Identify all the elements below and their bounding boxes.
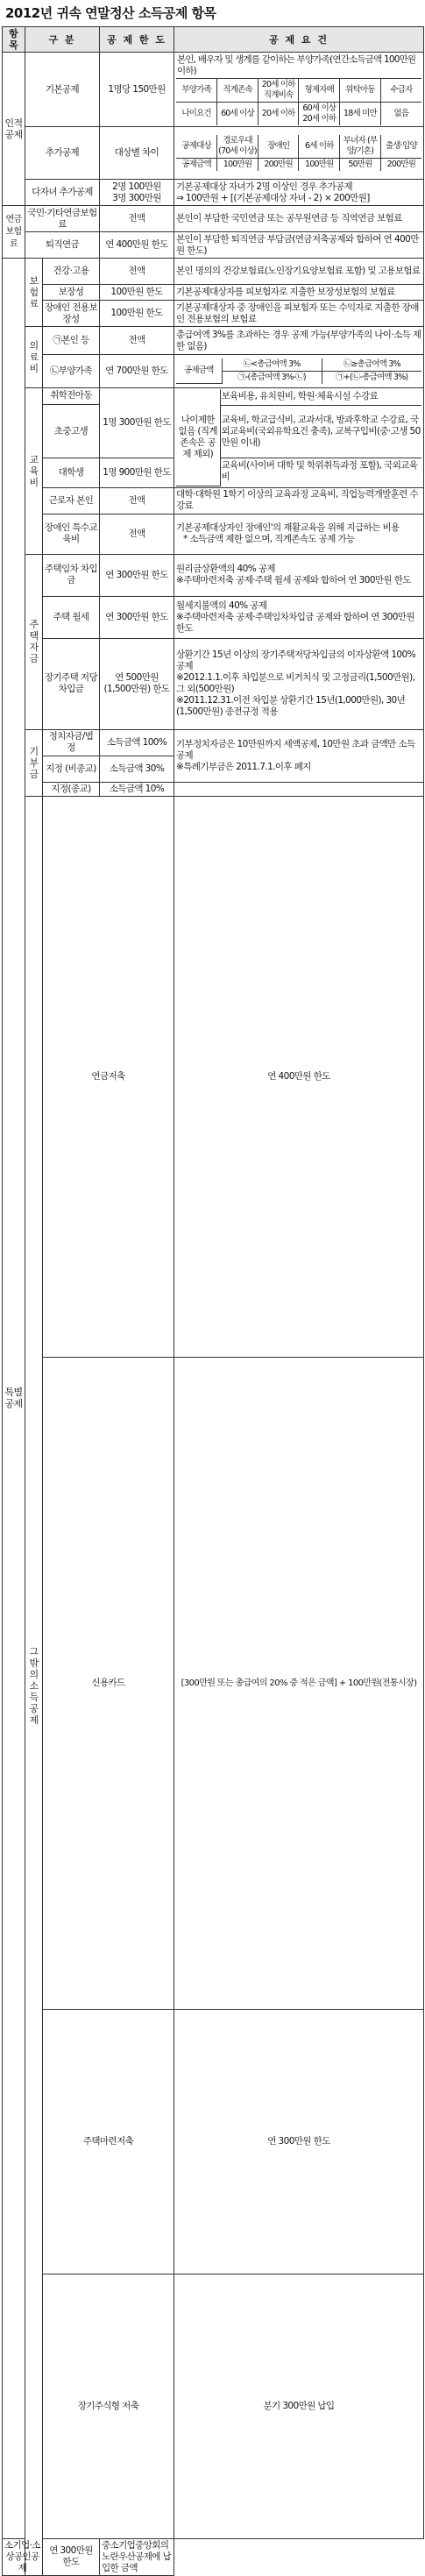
group-personal: 인적공제 <box>3 53 25 206</box>
deduction-table <box>2 26 424 2576</box>
row-requirement <box>174 180 424 206</box>
condition: ㉡≥총급여액 3% <box>322 358 421 372</box>
row-requirement: 중소기업중앙회의 노란우산공제에 납입한 금액 <box>100 2538 174 2575</box>
row-name: 주택임차 차입금 <box>43 554 100 596</box>
header-requirement: 공 제 요 건 <box>174 27 424 53</box>
subgroup-medical: 의료비 <box>25 327 43 388</box>
req-line: 기부정치자금은 10만원까지 세액공제, 10만원 초과 금액만 소득공제 <box>176 738 415 761</box>
table-row <box>3 301 424 327</box>
add-value: 200만원 <box>380 159 421 172</box>
row-requirement: 본인이 부담한 퇴직연금 부담금(연금저축공제와 합하여 연 400만원 한도) <box>174 232 424 259</box>
add-header: 장애인 <box>258 135 299 159</box>
row-limit: 연 500만원 (1,500만원) 한도 <box>100 638 174 729</box>
dep-value: 20세 이하 <box>258 103 299 126</box>
row-name: 장기주택 저당차입금 <box>43 638 100 729</box>
page-title: 2012년 귀속 연말정산 소득공제 항목 <box>5 5 216 21</box>
row-limit: 연 300만원 한도 <box>100 596 174 638</box>
table-row <box>3 638 424 729</box>
limit-line: 2명 100만원 <box>112 181 161 192</box>
row-limit: 전액 <box>100 259 174 285</box>
table-row <box>3 2009 424 2274</box>
row-name: 퇴직연금 <box>25 232 100 259</box>
row-limit: 연 400만원 한도 <box>174 796 424 1357</box>
table-row <box>3 355 424 388</box>
group-special: 특별공제 <box>3 259 25 2539</box>
add-value: 50만원 <box>340 159 381 172</box>
dep-value: 18세 미만 <box>340 103 381 126</box>
group-pension: 연금보험료 <box>3 206 25 259</box>
formula: ㉠+(㉡-총급여액 3%) <box>322 371 421 384</box>
dependent-table <box>176 53 421 125</box>
row-limit: 1명 900만원 한도 <box>100 458 174 487</box>
dep-value: 60세 이상 20세 이하 <box>299 103 340 126</box>
table-row <box>3 127 424 180</box>
row-limit: 소득금액 30% <box>100 756 174 782</box>
row-name: 초중고생 <box>43 404 100 458</box>
row-name: 다자녀 추가공제 <box>25 180 100 206</box>
row-limit: 전액 <box>100 327 174 355</box>
table-row <box>3 796 424 1357</box>
dep-header: 부양가족 <box>176 79 217 103</box>
row-limit: 연 300만원 한도 <box>174 2009 424 2274</box>
row-name: 건강·고용 <box>43 259 100 285</box>
age-note: 나이제한 없음 (직계존속은 공제 제외) <box>176 389 220 486</box>
row-name: 기본공제 <box>25 53 100 127</box>
table-row <box>3 180 424 206</box>
row-requirement: 교육비, 학교급식비, 교과서대, 방과후학교 수강료, 국외교육비(국외유학요건 충족), 교복구입비(중·고생 50만원 이내) <box>220 405 421 458</box>
req-line: 원리금상환액의 40% 공제 <box>176 564 275 574</box>
row-name: ㉠본인 등 <box>43 327 100 355</box>
row-name: 장애인 전용보장성 <box>43 301 100 327</box>
row-name: 보장성 <box>43 285 100 301</box>
row-requirement: 본인, 배우자 및 생계를 같이하는 부양가족(연간소득금액 100만원 이하) <box>176 53 421 79</box>
req-line: ⇒ 100만원 + [(기본공제대상 자녀 - 2) × 200만원] <box>176 192 370 203</box>
table-row <box>3 388 424 405</box>
row-name: 국민·기타연금보험료 <box>25 206 100 232</box>
row-name: 장기주식형 저축 <box>43 2274 174 2538</box>
row-name: 장애인 특수교육비 <box>43 514 100 554</box>
row-limit: 분기 300만원 납입 <box>174 2274 424 2538</box>
dep-header: 20세 이하 직계비속 <box>258 79 299 103</box>
table-row <box>3 2274 424 2538</box>
table-row <box>3 514 424 554</box>
subgroup-housing: 주택자금 <box>25 554 43 729</box>
table-row <box>3 53 424 127</box>
add-value: 100만원 <box>299 159 340 172</box>
dep-header: 형제자매 <box>299 79 340 103</box>
table-row <box>3 259 424 285</box>
req-note: ※주택마련저축 공제·주택임차차입금 공제와 합하여 연 300만원 한도 <box>176 611 414 634</box>
row-requirement: 기본공제대상자 중 장애인을 피보험자 또는 수익자로 지출한 장애인 전용보험의 보험료 <box>174 301 424 327</box>
header-row <box>3 27 424 53</box>
add-header: 부녀자 (부양/기혼) <box>340 135 381 159</box>
row-name: 신용카드 <box>43 1357 174 2009</box>
table-row <box>3 729 424 756</box>
req-note: * 소득금액 제한 없으며, 직계존속도 공제 가능 <box>183 534 355 544</box>
dep-value: 60세 이상 <box>217 103 259 126</box>
table-row <box>3 1357 424 2009</box>
row-name: 소기업·소상공인공제 <box>3 2538 43 2575</box>
row-limit: 소득금액 10% <box>100 782 174 796</box>
dep-header: 수급자 <box>380 79 421 103</box>
condition: ㉡<총급여액 3% <box>222 358 322 372</box>
req-line: 기본공제대상 자녀가 2명 이상인 경우 추가공제 <box>176 181 353 192</box>
row-requirement <box>174 554 424 596</box>
row-limit: [300만원 또는 총급여의 20% 중 적은 금액] + 100만원(전통시장) <box>174 1357 424 2009</box>
req-line: 월세지불액의 40% 공제 <box>176 600 267 611</box>
row-name: 추가공제 <box>25 127 100 180</box>
row-requirement: 총급여액 3%를 초과하는 경우 공제 가능(부양가족의 나이·소득 제한 없음) <box>174 327 424 355</box>
dep-header: 직계존속 <box>217 79 259 103</box>
req-note: ※주택마련저축 공제·주택 월세 공제와 합하여 연 300만원 한도 <box>176 575 411 585</box>
row-name: 지정 (비종교) <box>43 756 100 782</box>
formula: ㉠-(총급여액 3%-㉡) <box>222 371 322 384</box>
row-name: 취학전아동 <box>43 388 100 405</box>
table-row <box>3 285 424 301</box>
row-requirement <box>174 638 424 729</box>
row-limit: 1명 300만원 한도 <box>100 388 174 458</box>
table-row <box>3 206 424 232</box>
group-other: 그밖의소득공제 <box>25 796 43 2575</box>
row-limit: 소득금액 100% <box>100 729 174 756</box>
subgroup-insurance: 보험료 <box>25 259 43 327</box>
subgroup-donation: 기부금 <box>25 729 43 796</box>
additional-table <box>176 135 421 171</box>
row-name: 지정(종교) <box>43 782 100 796</box>
row-limit: 연 300만원 한도 <box>100 554 174 596</box>
add-header: 경로우대 (70세 이상) <box>217 135 259 159</box>
medical-formula-table <box>176 358 421 385</box>
row-requirement: 대학·대학원 1학기 이상의 교육과정 교육비, 직업능력개발훈련 수강료 <box>174 487 424 514</box>
subgroup-education: 교육비 <box>25 388 43 555</box>
row-requirement: 보육비용, 유치원비, 학원·체육시설 수강료 <box>220 389 421 405</box>
row-requirement: 본인 명의의 건강보험료(노인장기요양보험료 포함) 및 고용보험료 <box>174 259 424 285</box>
add-value: 공제금액 <box>176 159 217 172</box>
table-row <box>3 596 424 638</box>
req-note: ※2012.1.1.이후 차입분으로 비거치식 및 고정금리(1,500만원), 그 외(500만원) <box>176 672 415 694</box>
row-limit: 연 700만원 한도 <box>100 355 174 388</box>
row-name: 근로자 본인 <box>43 487 100 514</box>
row-limit <box>100 180 174 206</box>
row-name: 주택 월세 <box>43 596 100 638</box>
row-requirement <box>174 729 424 782</box>
education-table <box>176 389 421 486</box>
row-name: 연금저축 <box>43 796 174 1357</box>
add-header: 출생·입양 <box>380 135 421 159</box>
row-name: 주택마련저축 <box>43 2009 174 2274</box>
req-line: 상환기간 15년 이상의 장기주택저당차입금의 이자상환액 100% 공제 <box>176 649 415 671</box>
row-name: 정치자금/법정 <box>43 729 100 756</box>
add-header: 공제대상 <box>176 135 217 159</box>
row-name: 대학생 <box>43 458 100 487</box>
row-limit: 연 400만원 한도 <box>100 232 174 259</box>
row-requirement <box>174 514 424 554</box>
row-limit: 전액 <box>100 487 174 514</box>
row-requirement: 본인이 부담한 국민연금 또는 공무원연금 등 직역연금 보험료 <box>174 206 424 232</box>
row-limit: 대상별 차이 <box>100 127 174 180</box>
table-row <box>3 2538 424 2575</box>
header-limit: 공 제 한 도 <box>100 27 174 53</box>
req-line: 기본공제대상자인 장애인'의 재활교육을 위해 지급하는 비용 <box>176 522 400 533</box>
row-requirement <box>174 596 424 638</box>
row-limit: 연 300만원 한도 <box>43 2538 100 2575</box>
row-limit: 전액 <box>100 206 174 232</box>
row-limit: 전액 <box>100 514 174 554</box>
row-requirement: 교육비(사이버 대학 및 학위취득과정 포함), 국외교육비 <box>220 458 421 486</box>
table-row <box>3 782 424 796</box>
dep-value: 없음 <box>380 103 421 126</box>
dep-header: 위탁아동 <box>340 79 381 103</box>
add-value: 100만원 <box>217 159 259 172</box>
table-row <box>3 232 424 259</box>
header-category: 구 분 <box>25 27 100 53</box>
add-header: 6세 이하 <box>299 135 340 159</box>
table-row <box>3 487 424 514</box>
limit-line: 3명 300만원 <box>112 192 161 203</box>
row-limit: 100만원 한도 <box>100 301 174 327</box>
table-row <box>3 327 424 355</box>
table-row <box>3 554 424 596</box>
amount-label: 공제금액 <box>176 358 222 384</box>
row-limit: 1명당 150만원 <box>100 53 174 127</box>
add-value: 200만원 <box>258 159 299 172</box>
row-limit: 100만원 한도 <box>100 285 174 301</box>
req-note: ※2011.12.31.이전 차입분 상환기간 15년(1,000만원), 30년(1,500만원) 종전규정 적용 <box>176 695 406 717</box>
row-name: ㉡부양가족 <box>43 355 100 388</box>
dep-value: 나이요건 <box>176 103 217 126</box>
header-item: 항목 <box>3 27 25 53</box>
req-note: ※특례기부금은 2011.7.1.이후 폐지 <box>176 761 311 772</box>
row-requirement: 기본공제대상자를 피보험자로 지출한 보장성보험의 보험료 <box>174 285 424 301</box>
